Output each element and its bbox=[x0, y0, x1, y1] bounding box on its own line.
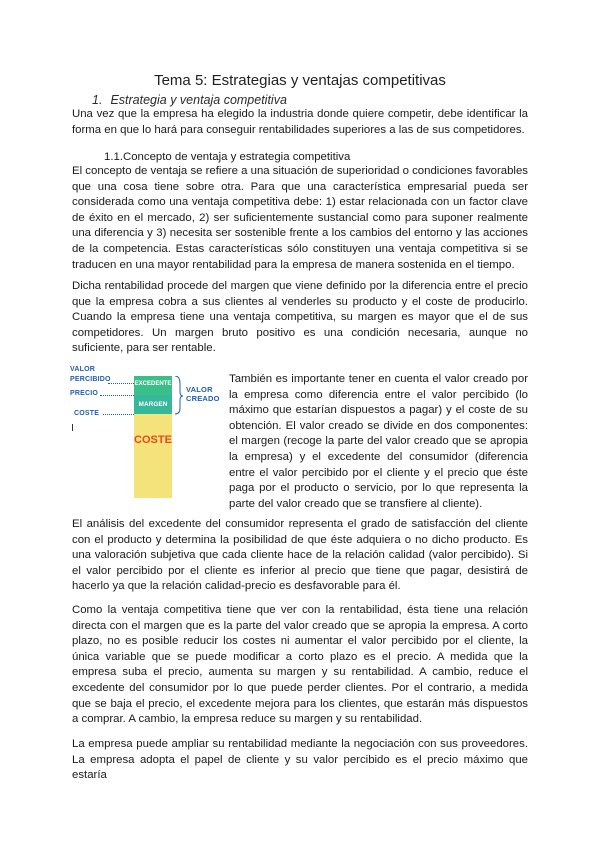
paragraph-excedente: El análisis del excedente del consumidor representa el grado de satisfacción del cliente con el producto y determina la posibilidad de que éste adquiera o no dicho producto. Es una valoración subjetiva que cada cliente hace de la relación calidad (valor percibido). Si el valor percibido por el cliente es inferior al precio que tiene que pagar, desistirá de hacerlo ya que la relación calidad-precio es desfavorable para él. bbox=[72, 518, 528, 593]
segment-excedente-label: EXCEDENTE bbox=[134, 381, 172, 387]
paragraph-rentabilidad: Dicha rentabilidad procede del margen que viene definido por la diferencia entre el precio que la empresa cobra a sus clientes al venderles su producto y el coste de producirlo. Cuando la empresa tiene una ventaja competitiva, su margen es mayor que el de sus competidores. Un margen bruto positivo es una condición necesaria, aunque no suficiente, para ser rentable. bbox=[72, 280, 528, 355]
tick-mark bbox=[72, 424, 73, 431]
label-coste: COSTE bbox=[74, 410, 100, 417]
segment-coste bbox=[134, 414, 172, 498]
section-title: Estrategia y ventaja competitiva bbox=[110, 93, 287, 107]
section-heading bbox=[92, 93, 287, 107]
segment-excedente bbox=[134, 376, 172, 395]
paragraph-intro: Una vez que la empresa ha elegido la industria donde quiere competir, debe identificar la forma en que lo hará para conseguir rentabilidades superiores a las de sus competidores. bbox=[72, 108, 528, 136]
precio-leader-line bbox=[100, 395, 134, 396]
label-valor-creado-2: CREADO bbox=[186, 394, 220, 403]
valor-creado-brace bbox=[174, 376, 184, 416]
label-valor-creado-1: VALOR bbox=[186, 385, 213, 394]
subsection-heading: 1.1.Concepto de ventaja y estrategia competitiva bbox=[104, 151, 351, 163]
paragraph-proveedores: La empresa puede ampliar su rentabilidad mediante la negociación con sus proveedores. La empresa adopta el papel de cliente y su valor percibido es el precio máximo que estaría bbox=[72, 738, 528, 782]
label-precio: PRECIO bbox=[70, 390, 99, 397]
segment-coste-label: COSTE bbox=[134, 434, 172, 446]
segment-margen-label: MARGEN bbox=[138, 401, 168, 408]
segment-margen bbox=[134, 395, 172, 414]
coste-leader-line bbox=[103, 414, 134, 415]
paragraph-valor-creado: También es importante tener en cuenta el valor creado por la empresa como diferencia entre el valor percibido (lo máximo que estarían dispuestos a pagar) y el coste de su obtención. El valor creado se divide en dos componentes: el margen (recoge la parte del valor creado que se apropia la empresa) y el excedente del consumidor (diferencia entre el valor percibido por el cliente y el precio que éste paga por el producto o servicio, por lo que representa la parte del valor creado que se transfiere al cliente). bbox=[229, 373, 528, 510]
label-valor: VALOR bbox=[70, 366, 95, 373]
valor-creado-diagram bbox=[70, 366, 230, 506]
page-title: Tema 5: Estrategias y ventajas competitivas bbox=[154, 72, 446, 89]
paragraph-ventaja-rentabilidad: Como la ventaja competitiva tiene que ver con la rentabilidad, ésta tiene una relación directa con el margen que es la parte del valor creado que se apropia la empresa. A corto plazo, no es posible reducir los costes ni aumentar el valor percibido por el cliente, la única variable que se puede modificar a corto plazo es el precio. A medida que la empresa suba el precio, aumenta su margen y su rentabilidad. A cambio, reduce el excedente del consumidor por lo que puede perder clientes. Por el contrario, a medida que se baja el precio, el excedente mejora para los clientes, que estarán más dispuestos a comprar. A cambio, la empresa reduce su margen y su rentabilidad. bbox=[72, 604, 528, 726]
paragraph-concepto: El concepto de ventaja se refiere a una situación de superioridad o condiciones favorables que una cosa tiene sobre otra. Para que una característica empresarial pueda ser considerada como una ventaja competitiva debe: 1) estar relacionada con un factor clave de éxito en el mercado, 2) ser suficientemente sustancial como para suponer realmente una diferencia y 3) necesita ser sostenible frente a los cambios del entorno y las acciones de la competencia. Estas características sólo constituyen una ventaja competitiva si se traducen en una mayor rentabilidad para la empresa de manera sostenida en el tiempo. bbox=[72, 165, 528, 271]
section-number: 1. bbox=[92, 93, 103, 107]
percibido-leader-line bbox=[108, 383, 134, 384]
label-percibido: PERCIBIDO bbox=[70, 376, 111, 383]
